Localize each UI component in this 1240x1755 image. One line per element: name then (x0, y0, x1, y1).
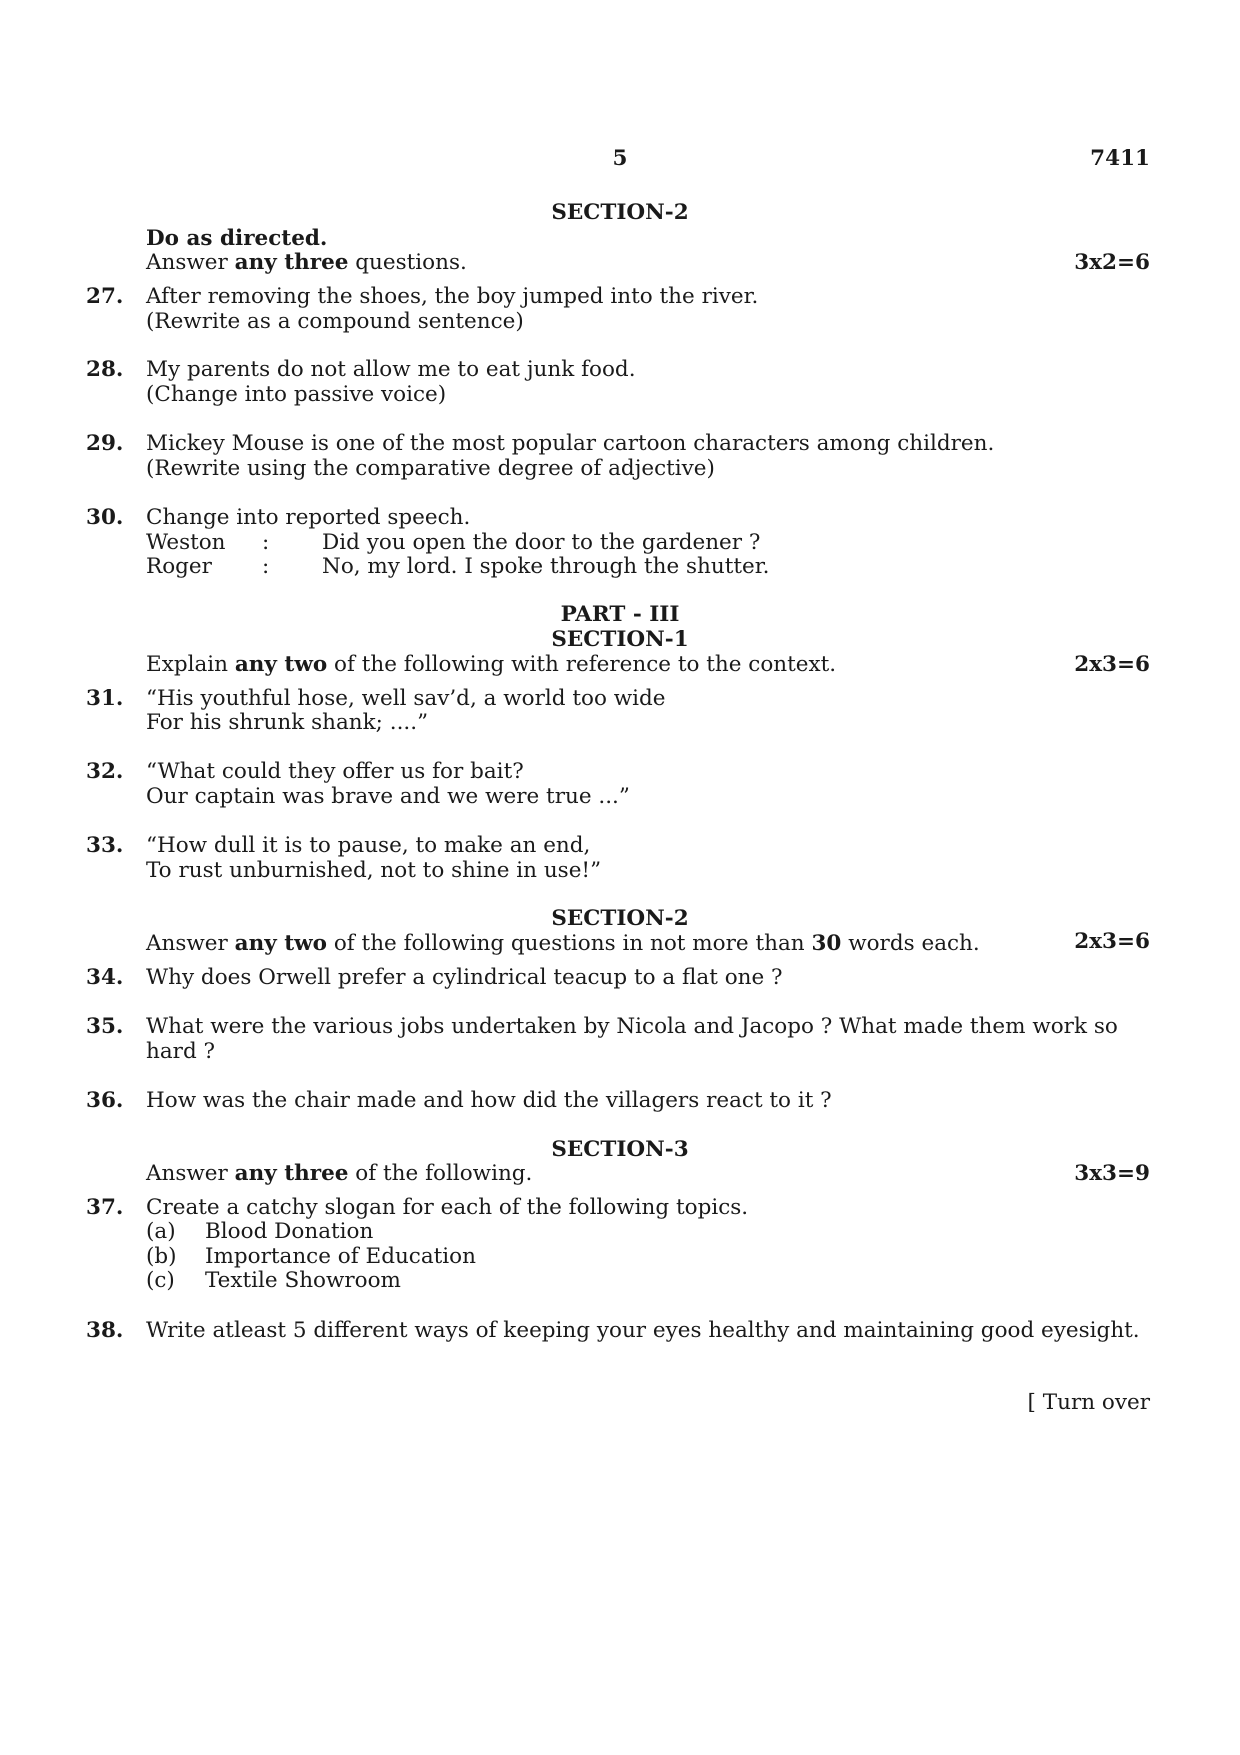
question-text: How was the chair made and how did the villagers react to it ? (146, 1088, 832, 1113)
question-text: hard ? (146, 1039, 216, 1064)
question-number: 35. (86, 1014, 124, 1039)
question-instruction: (Rewrite using the comparative degree of adjective) (146, 456, 715, 481)
question-instruction: (Change into passive voice) (146, 382, 447, 407)
question-number: 30. (86, 505, 124, 530)
question-text: Create a catchy slogan for each of the following topics. (146, 1195, 749, 1220)
section-1-heading: SECTION-1 (551, 627, 689, 652)
quote-line: “His youthful hose, well sav’d, a world too wide (146, 686, 666, 711)
direction-text: Do as directed. (146, 226, 328, 251)
quote-line: To rust unburnished, not to shine in use!” (146, 858, 602, 883)
question-number: 27. (86, 284, 124, 309)
section-3-marks: 3x3=9 (1074, 1161, 1150, 1186)
question-number: 38. (86, 1318, 124, 1343)
section-2-marks: 2x3=6 (1074, 929, 1150, 954)
quote-line: Our captain was brave and we were true ...” (146, 784, 630, 809)
question-number: 29. (86, 431, 124, 456)
question-text: Change into reported speech. (146, 505, 471, 530)
quote-line: “What could they offer us for bait? (146, 759, 524, 784)
part-3-heading: PART - III (560, 602, 680, 627)
question-text: After removing the shoes, the boy jumped into the river. (146, 284, 759, 309)
section-2-instruction: Answer any two of the following questions in not more than 30 words each. (146, 931, 980, 956)
question-number: 37. (86, 1195, 124, 1220)
question-number: 32. (86, 759, 124, 784)
section-3-heading: SECTION-3 (551, 1137, 689, 1162)
dialogue-colon: : (262, 554, 270, 579)
question-number: 28. (86, 357, 124, 382)
question-text: Write atleast 5 different ways of keeping your eyes healthy and maintaining good eyesight. (146, 1318, 1140, 1343)
section-2-heading: SECTION-2 (551, 200, 689, 225)
question-text: My parents do not allow me to eat junk food. (146, 357, 636, 382)
question-text: Mickey Mouse is one of the most popular cartoon characters among children. (146, 431, 995, 456)
option-label: (a) (146, 1219, 176, 1244)
option-label: (c) (146, 1268, 175, 1293)
option-label: (b) (146, 1244, 177, 1269)
section-2-marks: 3x2=6 (1074, 250, 1150, 275)
dialogue-colon: : (262, 530, 270, 555)
section-3-instruction: Answer any three of the following. (146, 1161, 533, 1186)
section-2-instruction: Answer any three questions. (146, 250, 467, 275)
quote-line: For his shrunk shank; ....” (146, 710, 429, 735)
section-2-heading: SECTION-2 (551, 906, 689, 931)
dialogue-line: Did you open the door to the gardener ? (322, 530, 761, 555)
question-number: 36. (86, 1088, 124, 1113)
turn-over-note: [ Turn over (1027, 1390, 1150, 1415)
page-number: 5 (612, 146, 628, 171)
question-number: 31. (86, 686, 124, 711)
question-instruction: (Rewrite as a compound sentence) (146, 309, 524, 334)
section-1-marks: 2x3=6 (1074, 652, 1150, 677)
section-1-instruction: Explain any two of the following with reference to the context. (146, 652, 837, 677)
question-number: 34. (86, 965, 124, 990)
dialogue-line: No, my lord. I spoke through the shutter. (322, 554, 770, 579)
paper-code: 7411 (1090, 146, 1150, 171)
option-text: Blood Donation (205, 1219, 374, 1244)
dialogue-speaker: Weston (146, 530, 226, 555)
option-text: Textile Showroom (205, 1268, 401, 1293)
option-text: Importance of Education (205, 1244, 476, 1269)
question-text: Why does Orwell prefer a cylindrical teacup to a flat one ? (146, 965, 783, 990)
question-number: 33. (86, 833, 124, 858)
quote-line: “How dull it is to pause, to make an end, (146, 833, 591, 858)
dialogue-speaker: Roger (146, 554, 212, 579)
question-text: What were the various jobs undertaken by Nicola and Jacopo ? What made them work so (146, 1014, 1118, 1039)
